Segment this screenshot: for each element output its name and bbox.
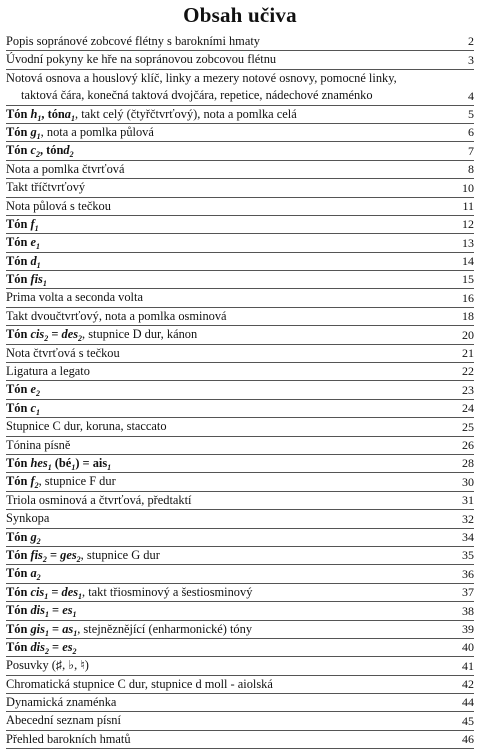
toc-entry-text: Prima volta a seconda volta (6, 290, 143, 305)
toc-entry-title (6, 585, 252, 604)
toc-page-number: 44 (462, 695, 474, 710)
note-name: g (30, 124, 37, 139)
toc-entry-text: Nota a pomlka čtvrťová (6, 161, 125, 176)
toc-page-number: 41 (462, 658, 474, 673)
toc-entry (6, 584, 474, 602)
note-name: f (30, 474, 35, 489)
toc-entry-text-continued: taktová čára, konečná taktová dvojčára, repetice, nádechové znaménko (21, 87, 373, 102)
note-octave: 2 (42, 554, 47, 564)
toc-entry-text: , stejnĕznĕjící (enharmonické) tóny (77, 621, 253, 636)
toc-entry-text: Nota půlová s tečkou (6, 198, 111, 213)
note-name: as (62, 621, 74, 636)
toc-page-number: 42 (462, 677, 474, 692)
toc-entry (6, 124, 474, 142)
toc-entry-title (6, 622, 252, 641)
toc-entry-title (6, 125, 154, 144)
toc-entry (6, 33, 474, 51)
toc-entry-title (6, 327, 197, 346)
toc-entry (6, 565, 474, 583)
toc-entry-connector: = (46, 547, 61, 562)
toc-entry-title (6, 235, 40, 254)
note-name: ges (60, 547, 77, 562)
toc-entry (6, 400, 474, 418)
toc-entry-title (6, 52, 276, 67)
toc-entry-text: Abecední seznam písní (6, 713, 121, 728)
toc-entry (6, 198, 474, 216)
note-octave: 1 (71, 113, 75, 123)
note-name: g (30, 529, 37, 544)
toc-entry-title (6, 364, 90, 379)
toc-entry-lead: Tón (6, 529, 28, 544)
note-octave: 1 (36, 260, 41, 270)
toc-entry-title (6, 474, 116, 493)
toc-page-number: 16 (462, 290, 474, 305)
toc-entry-lead: Tón (6, 456, 28, 470)
note-octave: 1 (42, 279, 47, 289)
note-octave: 2 (36, 573, 41, 583)
toc-entry-text: Stupnice C dur, koruna, staccato (6, 419, 167, 434)
toc-page-number: 22 (462, 364, 474, 379)
toc-entry-title (6, 401, 40, 420)
toc-entry-connector: = (48, 621, 63, 636)
toc-entry-lead: Tón (6, 327, 28, 342)
note-name: h (30, 106, 38, 121)
toc-page-number: 46 (462, 732, 474, 747)
note-name: es (62, 639, 73, 654)
toc-entry-text: Takt tříčtvrťový (6, 180, 86, 195)
note-name: a (64, 106, 71, 121)
toc-entry (6, 106, 474, 124)
toc-page-number: 2 (468, 34, 474, 49)
toc-entry (6, 142, 474, 160)
table-of-contents (6, 33, 474, 749)
toc-entry-title (6, 511, 49, 526)
toc-entry (6, 547, 474, 565)
toc-page-number: 36 (462, 566, 474, 581)
toc-entry-text: Nota čtvrťová s tečkou (6, 345, 120, 360)
toc-entry (6, 161, 474, 179)
toc-entry-text: Úvodní pokyny ke hře na sopránovou zobcovou flétnu (6, 52, 277, 67)
page-title: Obsah učiva (183, 3, 297, 27)
toc-entry-title (6, 603, 77, 622)
toc-entry-title (6, 732, 131, 747)
toc-entry (6, 639, 474, 657)
toc-page-number: 40 (462, 640, 474, 655)
toc-entry-connector: , tón (41, 106, 65, 121)
toc-entry (6, 271, 474, 289)
toc-entry-title (6, 658, 89, 673)
note-name: c (30, 143, 36, 158)
toc-page-number: 10 (462, 180, 474, 195)
toc-entry (6, 437, 474, 455)
toc-entry-text: Notová osnova a houslový klíč, linky a mezery notové osnovy, pomocné linky, (6, 70, 397, 85)
toc-entry (6, 602, 474, 620)
toc-page-number: 38 (462, 603, 474, 618)
toc-entry-title (6, 107, 297, 126)
toc-page-number: 20 (462, 327, 474, 342)
toc-entry-title (6, 162, 125, 177)
note-octave: 1 (35, 242, 40, 252)
toc-page-number: 30 (462, 474, 474, 489)
toc-entry-lead: Tón (6, 216, 28, 231)
note-octave: 2 (44, 646, 49, 656)
toc-entry-text: Přehled barokních hmatů (6, 731, 131, 746)
toc-entry-title (6, 566, 41, 585)
toc-entry (6, 345, 474, 363)
toc-page-number: 34 (462, 529, 474, 544)
toc-entry-title (6, 290, 143, 305)
toc-entry-lead: Tón (6, 235, 28, 250)
toc-entry-lead: Tón (6, 106, 28, 121)
toc-entry-lead: Tón (6, 639, 28, 654)
toc-entry-title (6, 143, 74, 162)
toc-page-number: 23 (462, 382, 474, 397)
toc-entry (6, 712, 474, 730)
note-octave: 1 (47, 463, 52, 472)
toc-entry-lead: Tón (6, 547, 28, 562)
toc-entry (6, 70, 474, 106)
toc-entry (6, 51, 474, 69)
toc-entry (6, 621, 474, 639)
note-name: f (30, 216, 35, 231)
toc-entry (6, 676, 474, 694)
toc-page-number: 28 (462, 456, 474, 471)
note-octave: 1 (44, 628, 49, 638)
toc-page-number: 14 (462, 254, 474, 269)
note-octave: 2 (69, 150, 74, 160)
toc-entry-text: Dynamická znaménka (6, 695, 117, 710)
toc-entry-connector: = (48, 584, 62, 599)
toc-entry-title (6, 548, 160, 567)
toc-page-number: 13 (462, 235, 474, 250)
note-name: cis (30, 327, 45, 342)
toc-entry-lead: Tón (6, 621, 28, 636)
toc-page-number: 12 (462, 217, 474, 232)
toc-entry-lead: Tón (6, 253, 28, 268)
toc-entry-title (6, 493, 192, 508)
toc-entry-title (6, 71, 397, 86)
toc-entry-lead: Tón (6, 143, 28, 158)
toc-page-number: 7 (468, 143, 474, 158)
toc-page-number: 21 (462, 346, 474, 361)
note-octave: 1 (35, 407, 40, 417)
toc-page-number: 32 (462, 511, 474, 526)
toc-page-number: 25 (462, 419, 474, 434)
note-octave: 2 (76, 554, 81, 564)
note-name: des (61, 327, 79, 342)
toc-entry-title (6, 530, 41, 549)
note-octave: 2 (35, 389, 40, 399)
note-name: e (30, 235, 36, 250)
toc-entry-text: , stupnice G dur (80, 547, 160, 562)
note-name: c (30, 400, 36, 415)
note-name: es (62, 603, 73, 618)
note-name: gis (30, 621, 45, 636)
note-octave: 2 (72, 646, 77, 656)
toc-entry (6, 418, 474, 436)
note-name: des (61, 584, 79, 599)
toc-page-number: 11 (462, 198, 474, 213)
toc-entry (6, 657, 474, 675)
toc-entry-title (6, 272, 47, 291)
toc-entry-title (6, 199, 111, 214)
toc-entry (6, 694, 474, 712)
note-octave: 1 (78, 591, 83, 601)
toc-entry-text: Posuvky (♯, ♭, ♮) (6, 658, 89, 673)
toc-entry (6, 253, 474, 271)
toc-page-number: 15 (462, 272, 474, 287)
toc-entry-lead: Tón (6, 566, 28, 581)
toc-page-number: 8 (468, 162, 474, 177)
toc-entry-title (6, 419, 167, 434)
toc-entry-title (6, 254, 41, 273)
note-octave: 2 (34, 481, 39, 491)
note-octave: 1 (73, 628, 78, 638)
toc-page-number: 26 (462, 438, 474, 452)
toc-entry-lead: Tón (6, 603, 28, 618)
note-octave: 1 (34, 223, 39, 233)
toc-entry (6, 234, 474, 252)
toc-entry-lead: Tón (6, 400, 28, 415)
note-name: fis (30, 272, 43, 287)
note-name: cis (30, 584, 45, 599)
toc-entry-title (6, 180, 85, 195)
toc-entry (6, 529, 474, 547)
toc-page-number: 37 (462, 585, 474, 600)
toc-entry-text: , takt třiosminový a šestiosminový (82, 584, 253, 599)
toc-entry-lead: Tón (6, 474, 28, 489)
note-octave: 1 (44, 591, 49, 601)
note-octave: 1 (71, 463, 76, 472)
toc-entry-text: , takt celý (čtyřčtvrťový), nota a pomlka celá (75, 106, 297, 121)
toc-entry (6, 326, 474, 344)
toc-entry-title (6, 438, 70, 453)
toc-entry-text: Triola osminová a čtvrťová, předtaktí (6, 492, 192, 507)
note-name: dis (30, 603, 45, 618)
toc-entry-text: Tónina písně (6, 437, 71, 452)
note-octave: 2 (35, 150, 40, 160)
toc-entry-lead: Tón (6, 272, 28, 287)
toc-page-number: 6 (468, 125, 474, 140)
toc-page-number: 35 (462, 548, 474, 563)
toc-entry (6, 473, 474, 491)
toc-entry-connector: , tón (39, 143, 64, 158)
note-octave: 1 (36, 131, 41, 141)
note-octave: 2 (36, 536, 41, 546)
toc-page-number: 24 (462, 401, 474, 416)
toc-entry-title (6, 713, 121, 728)
toc-entry-text: Synkopa (6, 511, 50, 526)
toc-entry-title (6, 640, 77, 659)
note-octave: 1 (72, 610, 77, 620)
toc-entry (6, 731, 474, 749)
note-octave: 1 (44, 610, 49, 620)
note-name: dis (30, 639, 45, 654)
toc-entry-title (6, 217, 39, 236)
note-name: fis (30, 547, 43, 562)
toc-entry-title (6, 382, 40, 401)
note-name: e (30, 382, 36, 397)
note-name: d (63, 143, 70, 158)
note-name: d (30, 253, 37, 268)
toc-entry-lead: Tón (6, 584, 28, 599)
toc-entry-text: Ligatura a legato (6, 364, 90, 379)
toc-entry-connector: = (48, 639, 63, 654)
toc-entry-text: ) = ais (75, 456, 108, 470)
toc-entry-lead: Tón (6, 124, 28, 139)
toc-entry (6, 510, 474, 528)
toc-entry-text: , nota a pomlka půlová (40, 124, 154, 139)
toc-entry-text: Chromatická stupnice C dur, stupnice d moll - aiolská (6, 676, 273, 691)
toc-entry (6, 179, 474, 197)
toc-entry-lead: Tón (6, 382, 28, 397)
toc-entry-title (6, 346, 120, 361)
note-octave: 2 (78, 334, 83, 344)
toc-entry-text: Popis sopránové zobcové flétny s barokními hmaty (6, 34, 260, 48)
toc-entry-connector: = (48, 327, 62, 342)
toc-entry-title (6, 309, 227, 324)
toc-page-number: 5 (468, 106, 474, 121)
note-octave: 1 (107, 463, 112, 472)
toc-entry (6, 216, 474, 234)
toc-page-number: 18 (462, 309, 474, 324)
note-name: hes (30, 456, 48, 470)
toc-entry-connector: (bé (51, 456, 72, 470)
toc-entry (6, 308, 474, 326)
toc-page-number: 3 (468, 52, 474, 67)
toc-entry-text: Takt dvoučtvrťový, nota a pomlka osminová (6, 308, 227, 323)
toc-page-number: 31 (462, 493, 474, 508)
toc-entry (6, 492, 474, 510)
toc-entry (6, 455, 474, 473)
toc-page-number: 4 (468, 88, 474, 103)
toc-entry (6, 363, 474, 381)
toc-entry-title (6, 456, 111, 475)
toc-page-number: 39 (462, 621, 474, 636)
toc-entry-title (6, 34, 260, 49)
toc-entry-text: , stupnice D dur, kánon (82, 327, 198, 342)
note-octave: 1 (37, 113, 42, 123)
toc-entry-connector: = (48, 603, 63, 618)
toc-entry-title (6, 677, 273, 692)
note-octave: 2 (44, 334, 49, 344)
toc-entry-text: , stupnice F dur (38, 474, 116, 489)
toc-entry (6, 381, 474, 399)
toc-page-number: 45 (462, 713, 474, 728)
toc-entry-title (6, 695, 116, 710)
toc-entry (6, 289, 474, 307)
note-name: a (30, 566, 37, 581)
